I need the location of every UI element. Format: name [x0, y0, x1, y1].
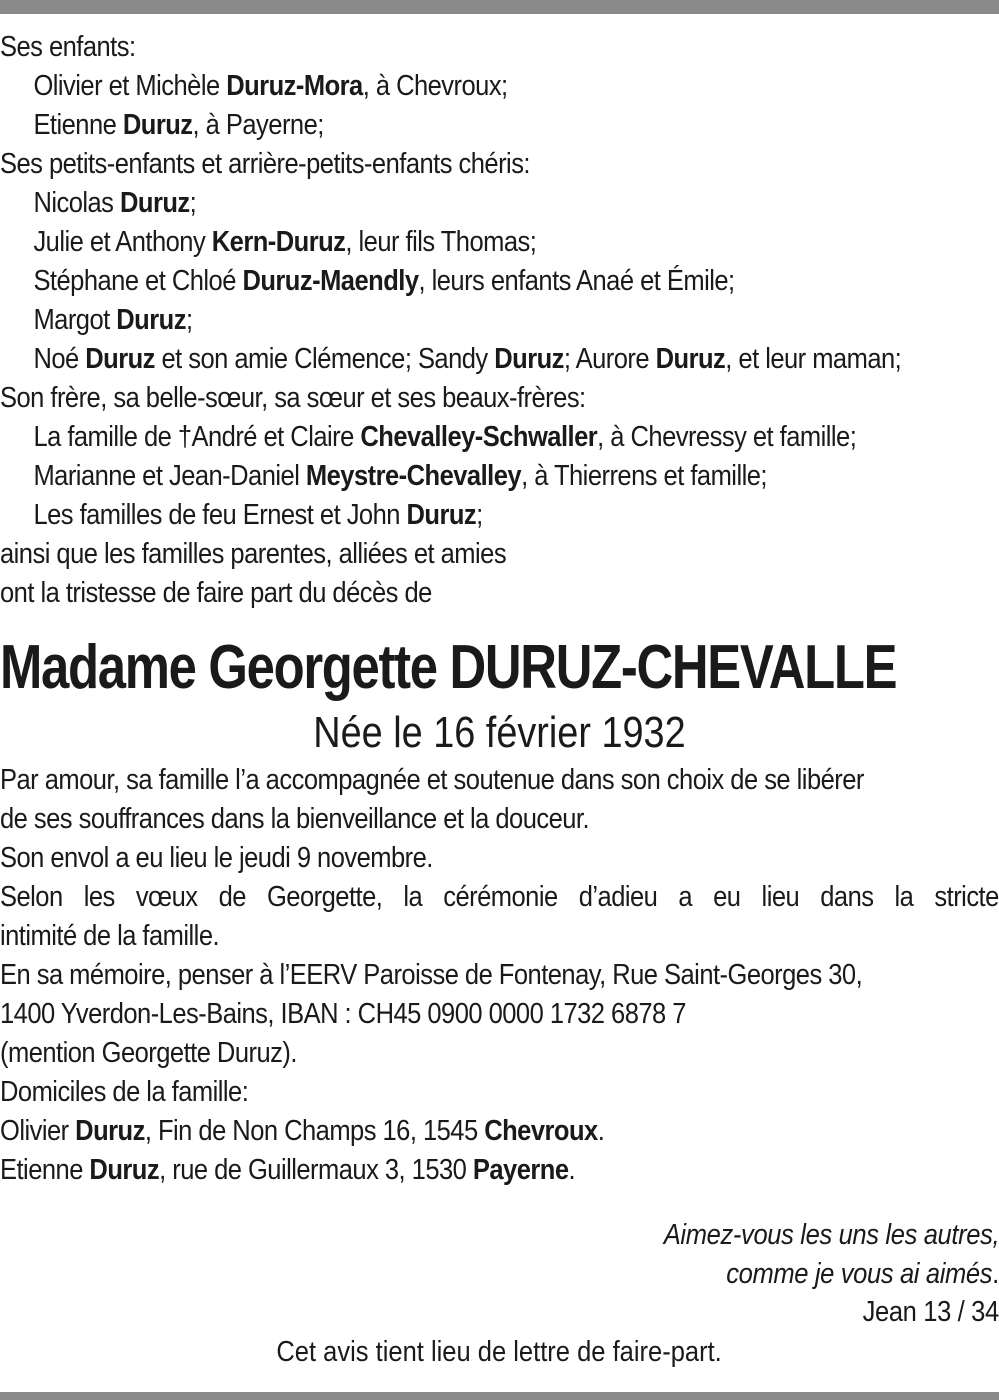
birth-date-text: Née le 16 février 1932 [313, 708, 686, 757]
text: , leur fils Thomas; [345, 226, 537, 258]
text: Olivier et Michèle [33, 70, 227, 102]
text: , à Payerne; [192, 109, 324, 141]
verse-text: comme je vous ai aimés [726, 1258, 993, 1290]
family-line [0, 418, 999, 457]
verse-text: Aimez-vous les uns les autres, [663, 1219, 999, 1251]
text: Margot [33, 304, 117, 336]
surname: Kern-Duruz [211, 226, 346, 258]
surname: Duruz [89, 1154, 160, 1186]
family-line [0, 340, 999, 379]
grandchildren-heading: Ses petits-enfants et arrière-petits-enfants chéris: [0, 148, 530, 180]
text: , à Thierrens et famille; [521, 460, 767, 492]
body-line: 1400 Yverdon-Les-Bains, IBAN : CH45 0900 0000 1732 6878 7 [0, 998, 686, 1030]
text: ; Aurore [563, 343, 656, 375]
children-heading: Ses enfants: [0, 31, 136, 63]
top-rule [0, 0, 999, 14]
footer-note [0, 1333, 999, 1371]
surname: Duruz-Mora [226, 70, 363, 102]
body-line: (mention Georgette Duruz). [0, 1037, 297, 1069]
surname: Duruz [406, 499, 477, 531]
family-line [0, 106, 999, 145]
text: Nicolas [33, 187, 120, 219]
surname: Duruz [119, 187, 190, 219]
text: ; [476, 499, 483, 531]
text: , et leur maman; [725, 343, 902, 375]
bottom-rule [0, 1392, 999, 1400]
town: Payerne [472, 1154, 569, 1186]
verse-line-1 [663, 1216, 999, 1254]
surname: Duruz [122, 109, 193, 141]
body-line: intimité de la famille. [0, 920, 220, 952]
surname: Duruz [655, 343, 726, 375]
body-line: Son envol a eu lieu le jeudi 9 novembre. [0, 842, 433, 874]
text: ; [185, 304, 193, 336]
surname: Duruz [494, 343, 564, 375]
text: , rue de Guillermaux 3, 1530 [159, 1154, 473, 1186]
domiciles-heading: Domiciles de la famille: [0, 1076, 249, 1108]
text: , leurs enfants Anaé et Émile; [418, 265, 735, 297]
body-line: Selon les vœux de Georgette, la cérémonie d’adieu a eu lieu dans la stricte [0, 881, 999, 913]
domicile-line [0, 1151, 999, 1190]
family-line [0, 184, 999, 223]
surname: Duruz-Maendly [242, 265, 419, 297]
text: ; [189, 187, 197, 219]
family-line [0, 67, 999, 106]
text: . [992, 1258, 999, 1290]
text: . [597, 1115, 605, 1147]
text: Olivier [0, 1115, 76, 1147]
surname: Duruz [85, 343, 155, 375]
text: La famille de †André et Claire [33, 421, 361, 453]
family-line [0, 496, 999, 535]
deceased-name: Madame Georgette DURUZ-CHEVALLE [0, 633, 897, 702]
surname: Meystre-Chevalley [305, 460, 522, 492]
text: Julie et Anthony [33, 226, 212, 258]
text: , Fin de Non Champs 16, 1545 [144, 1115, 485, 1147]
surname: Duruz [75, 1115, 145, 1147]
town: Chevroux [484, 1115, 598, 1147]
text: Etienne [0, 1154, 90, 1186]
text: et son amie Clémence; Sandy [154, 343, 495, 375]
family-line [0, 262, 999, 301]
siblings-heading: Son frère, sa belle-sœur, sa sœur et ses beaux-frères: [0, 382, 586, 414]
text: Etienne [33, 109, 123, 141]
birth-date [0, 705, 999, 761]
text: , à Chevroux; [362, 70, 508, 102]
verse-reference: Jean 13 / 34 [862, 1296, 999, 1328]
family-line [0, 301, 999, 340]
body-line: En sa mémoire, penser à l’EERV Paroisse de Fontenay, Rue Saint-Georges 30, [0, 959, 863, 991]
verse-line-2 [726, 1255, 999, 1293]
surname: Chevalley-Schwaller [360, 421, 598, 453]
family-line [0, 223, 999, 262]
closing-line: ont la tristesse de faire part du décès de [0, 577, 432, 609]
domicile-line [0, 1112, 999, 1151]
text: Noé [33, 343, 86, 375]
notice-body [0, 761, 999, 1190]
obituary-notice [0, 28, 999, 1190]
text: . [568, 1154, 576, 1186]
closing-line: ainsi que les familles parentes, alliées et amies [0, 538, 507, 570]
surname: Duruz [116, 304, 186, 336]
text: Les familles de feu Ernest et John [33, 499, 407, 531]
text: Marianne et Jean-Daniel [33, 460, 306, 492]
text: Stéphane et Chloé [33, 265, 243, 297]
family-line [0, 457, 999, 496]
body-line: Par amour, sa famille l’a accompagnée et soutenue dans son choix de se libérer [0, 764, 864, 796]
body-line: de ses souffrances dans la bienveillance et la douceur. [0, 803, 590, 835]
text: , à Chevressy et famille; [597, 421, 857, 453]
footer-text: Cet avis tient lieu de lettre de faire-part. [276, 1336, 723, 1368]
